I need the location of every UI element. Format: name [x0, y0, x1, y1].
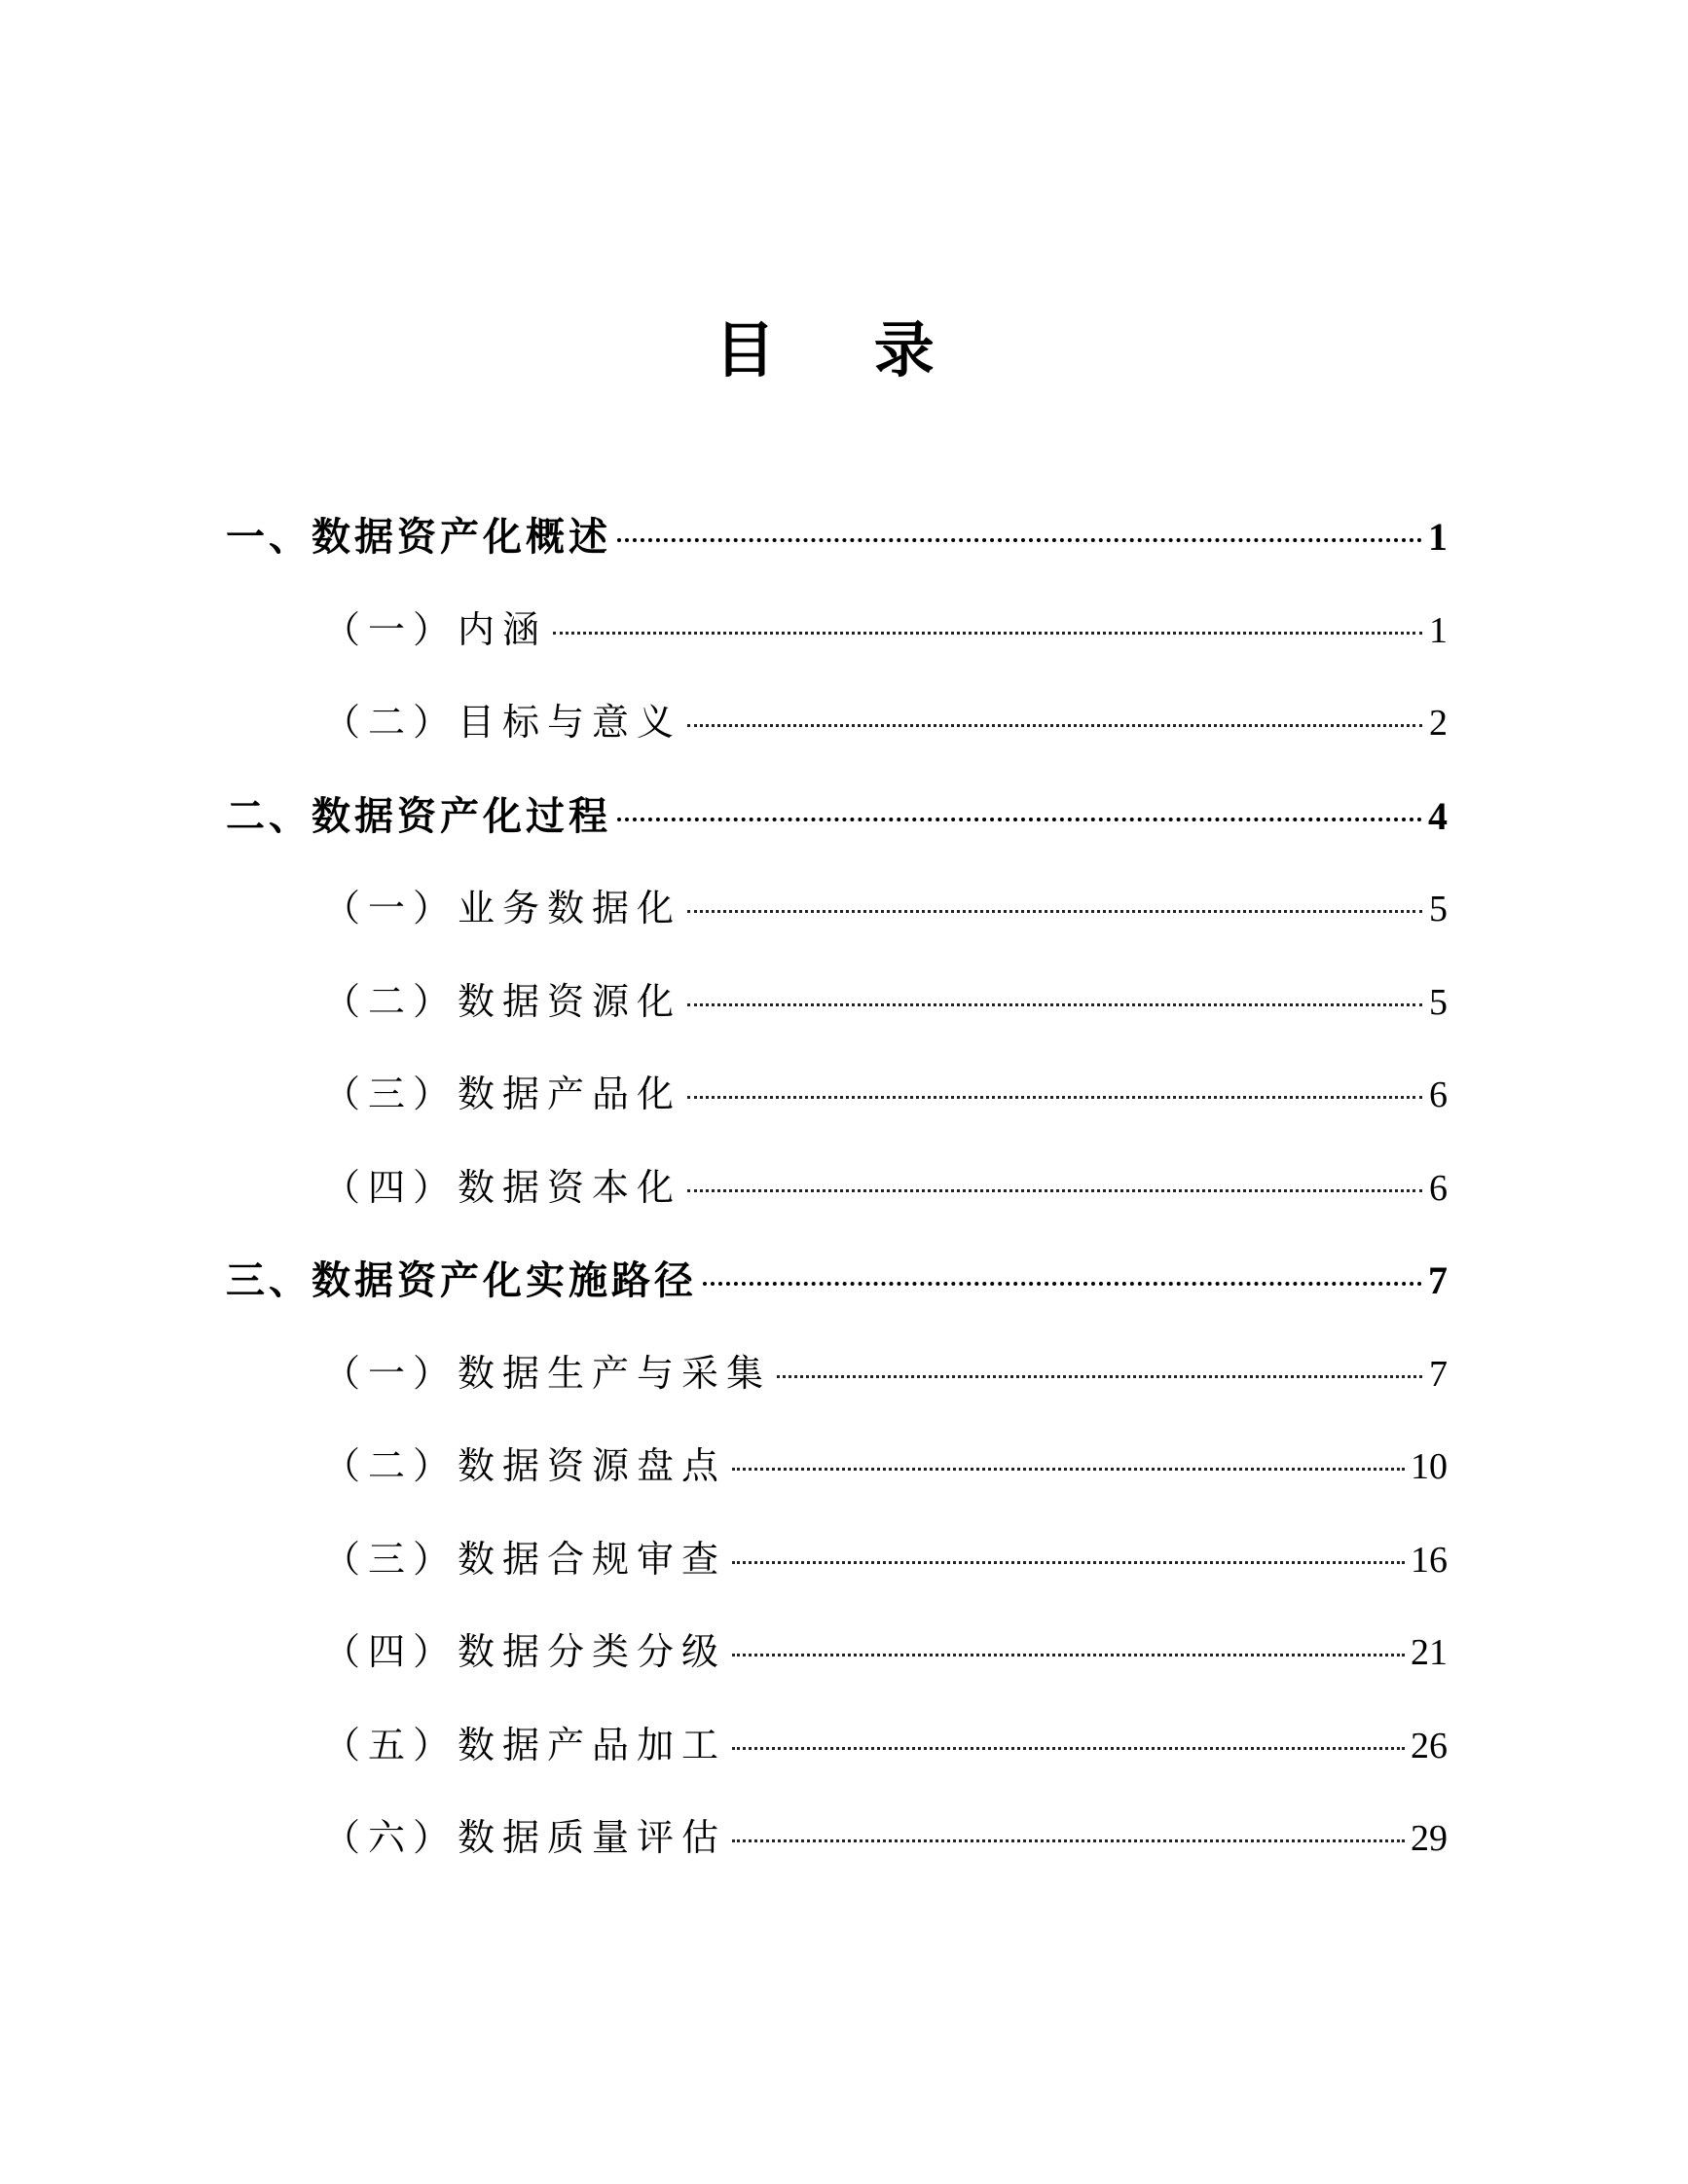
- toc-entry[interactable]: [226, 776, 1448, 869]
- toc-page-number: 26: [1411, 1725, 1448, 1766]
- toc-entry[interactable]: [226, 962, 1448, 1055]
- toc-entry-label: （一）业务数据化: [323, 887, 682, 929]
- toc-dot-leader: [732, 1561, 1405, 1564]
- toc-dot-leader: [687, 1096, 1422, 1099]
- toc-entry[interactable]: [226, 1240, 1448, 1333]
- toc-page-number: 7: [1429, 1353, 1448, 1395]
- toc-page-number: 6: [1429, 1074, 1448, 1115]
- toc-entry[interactable]: [226, 496, 1448, 590]
- toc-entry[interactable]: [226, 1426, 1448, 1519]
- table-of-contents: [226, 496, 1448, 1891]
- toc-entry-label: （三）数据合规审查: [323, 1537, 727, 1581]
- toc-entry[interactable]: [226, 590, 1448, 683]
- toc-dot-leader: [777, 1375, 1422, 1378]
- toc-entry-label: （一）内涵: [323, 607, 548, 651]
- toc-dot-leader: [617, 818, 1422, 821]
- toc-entry-label: 一、数据资产化概述: [226, 514, 611, 560]
- toc-dot-leader: [703, 1282, 1422, 1286]
- toc-entry[interactable]: [226, 1519, 1448, 1613]
- toc-entry[interactable]: [226, 1054, 1448, 1147]
- toc-entry-label: （二）数据资源盘点: [323, 1444, 727, 1487]
- toc-page-number: 1: [1429, 609, 1448, 651]
- toc-entry[interactable]: [226, 868, 1448, 962]
- toc-page-number: 16: [1411, 1539, 1448, 1581]
- toc-dot-leader: [553, 632, 1422, 635]
- toc-dot-leader: [732, 1468, 1405, 1471]
- toc-page-number: 10: [1411, 1446, 1448, 1487]
- toc-dot-leader: [687, 724, 1422, 727]
- toc-page-number: 5: [1429, 981, 1448, 1023]
- toc-entry-label: （四）数据资本化: [323, 1165, 682, 1209]
- toc-entry[interactable]: [226, 1147, 1448, 1241]
- toc-page-number: 29: [1411, 1818, 1448, 1859]
- toc-page-number: 5: [1429, 889, 1448, 929]
- toc-entry[interactable]: [226, 1612, 1448, 1705]
- toc-page-number: 4: [1428, 793, 1448, 838]
- toc-dot-leader: [687, 910, 1422, 913]
- toc-dot-leader: [732, 1839, 1405, 1842]
- toc-page-number: 7: [1428, 1258, 1448, 1302]
- toc-entry[interactable]: [226, 682, 1448, 776]
- toc-entry-label: （五）数据产品加工: [323, 1723, 727, 1766]
- toc-entry-label: （二）数据资源化: [323, 979, 682, 1023]
- toc-entry-label: （四）数据分类分级: [323, 1630, 727, 1673]
- toc-dot-leader: [732, 1747, 1405, 1750]
- toc-dot-leader: [687, 1189, 1422, 1192]
- toc-entry[interactable]: [226, 1333, 1448, 1427]
- toc-entry-label: （一）数据生产与采集: [323, 1351, 772, 1395]
- toc-dot-leader: [617, 538, 1422, 542]
- toc-entry-label: 三、数据资产化实施路径: [226, 1257, 697, 1303]
- toc-entry[interactable]: [226, 1705, 1448, 1799]
- toc-entry-label: 二、数据资产化过程: [226, 792, 611, 839]
- toc-entry-label: （三）数据产品化: [323, 1073, 682, 1115]
- toc-entry-label: （六）数据质量评估: [323, 1816, 727, 1859]
- toc-page-number: 21: [1411, 1632, 1448, 1673]
- toc-dot-leader: [687, 1003, 1422, 1006]
- toc-page-number: 1: [1428, 515, 1448, 559]
- toc-entry[interactable]: [226, 1798, 1448, 1891]
- toc-dot-leader: [732, 1654, 1405, 1656]
- toc-page-number: 2: [1429, 703, 1448, 744]
- toc-page-number: 6: [1429, 1167, 1448, 1209]
- page-title: 目 录: [715, 314, 973, 385]
- toc-entry-label: （二）目标与意义: [323, 701, 682, 744]
